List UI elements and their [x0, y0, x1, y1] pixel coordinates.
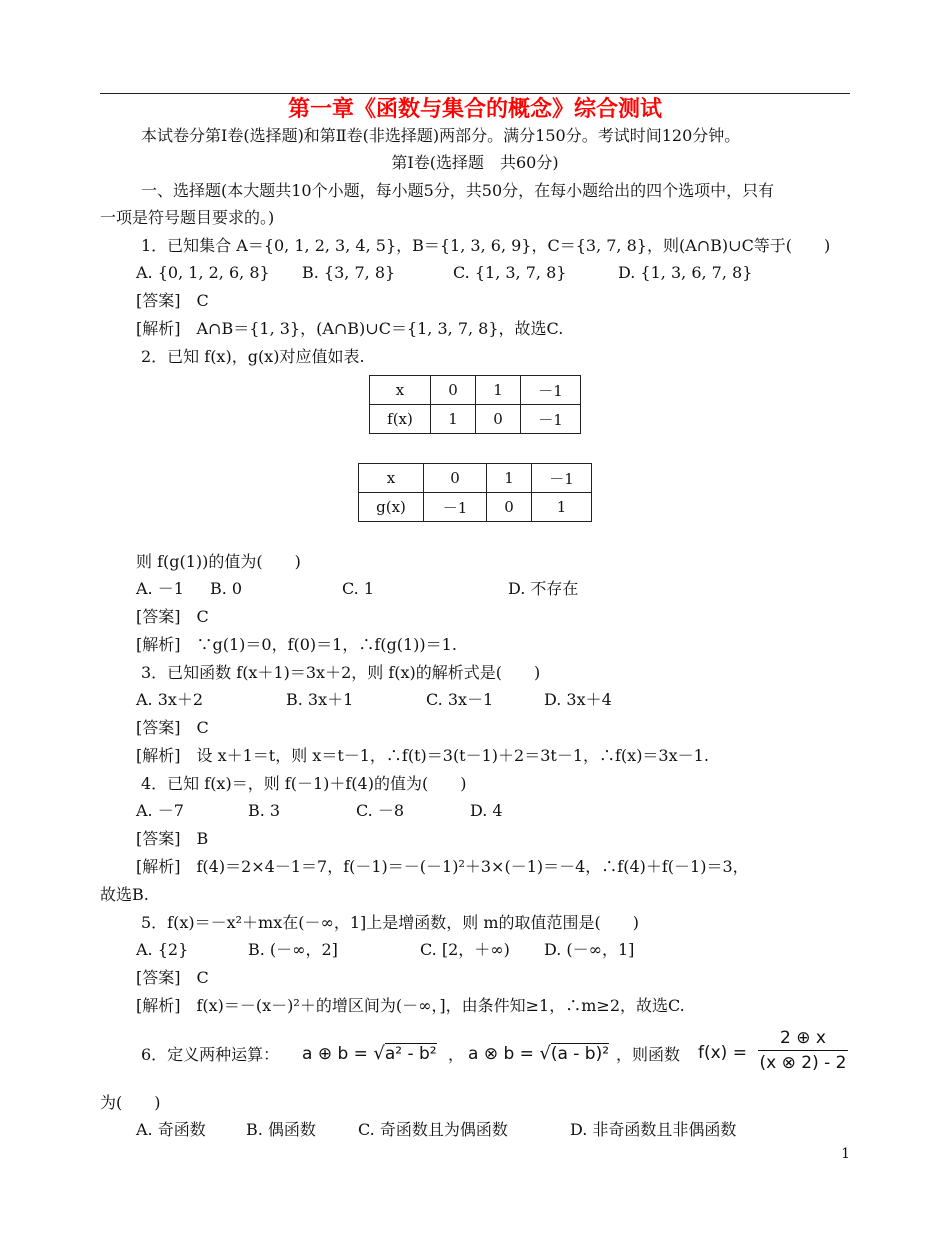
- q4-answer: [答案] B: [136, 829, 209, 848]
- q5-option-b: B. (－∞，2]: [248, 940, 338, 959]
- q1-option-a: A. {0, 1, 2, 6, 8}: [136, 263, 270, 282]
- table-cell: 0: [487, 493, 532, 522]
- table-cell: 0: [424, 464, 487, 493]
- q2-question: 则 f(g(1))的值为( ): [136, 552, 301, 571]
- table-row: [370, 405, 581, 434]
- q2-option-b: B. 0: [210, 579, 243, 598]
- q5-answer: [答案] C: [136, 968, 209, 987]
- q4-option-b: B. 3: [248, 801, 281, 820]
- q3-analysis: [解析] 设 x＋1＝t，则 x＝t－1，∴f(t)＝3(t－1)＋2＝3t－1，∴f(x)＝3x－1.: [136, 746, 709, 765]
- table-g-values: [358, 463, 592, 522]
- section-instructions-cont: 一项是符号题目要求的。): [100, 208, 275, 227]
- part-title: 第Ⅰ卷(选择题 共60分): [391, 153, 559, 172]
- q6-option-d: D. 非奇函数且非偶函数: [570, 1120, 737, 1139]
- table-cell: g(x): [359, 493, 424, 522]
- q4-stem: 4．已知 f(x)＝，则 f(－1)＋f(4)的值为( ): [141, 774, 467, 793]
- section-instructions: 一、选择题(本大题共10个小题，每小题5分，共50分，在每小题给出的四个选项中，只有: [141, 181, 775, 200]
- table-cell: －1: [521, 405, 581, 434]
- q4-option-d: D. 4: [470, 801, 503, 820]
- table-cell: 1: [532, 493, 592, 522]
- q3-option-c: C. 3x－1: [426, 690, 494, 709]
- table-f-values: [369, 375, 581, 434]
- q6-fraction-denominator: (x ⊗ 2) - 2: [759, 1053, 847, 1073]
- q6-op-oplus-lhs: a ⊕ b =: [302, 1044, 368, 1064]
- table-cell: －1: [521, 376, 581, 405]
- q4-option-c: C. －8: [356, 801, 405, 820]
- table-cell: －1: [532, 464, 592, 493]
- q6-fraction: [758, 1028, 848, 1073]
- q1-answer: [答案] C: [136, 291, 209, 310]
- table-cell: f(x): [370, 405, 431, 434]
- table-cell: －1: [424, 493, 487, 522]
- q2-option-d: D. 不存在: [508, 579, 579, 598]
- q3-option-a: A. 3x＋2: [136, 690, 204, 709]
- table-cell: 0: [431, 376, 476, 405]
- q4-analysis: [解析] f(4)＝2×4－1＝7，f(－1)＝－(－1)²＋3×(－1)＝－4，∴f(4)＋f(－1)＝3，: [136, 857, 749, 876]
- q6-fraction-numerator: 2 ⊕ x: [758, 1028, 848, 1051]
- table-cell: x: [359, 464, 424, 493]
- q6-function-lhs: f(x) =: [698, 1043, 747, 1063]
- q5-stem: 5．f(x)＝－x²＋mx在(－∞，1]上是增函数，则 m的取值范围是( ): [141, 913, 639, 932]
- q3-option-b: B. 3x＋1: [286, 690, 354, 709]
- table-cell: 1: [431, 405, 476, 434]
- q6-option-a: A. 奇函数: [136, 1120, 206, 1139]
- q6-stem-end: 为( ): [100, 1093, 161, 1112]
- q1-option-c: C. {1, 3, 7, 8}: [453, 263, 567, 282]
- q3-stem: 3．已知函数 f(x＋1)＝3x＋2，则 f(x)的解析式是( ): [141, 663, 541, 682]
- q6-op-oplus: [302, 1043, 437, 1064]
- page-number: 1: [841, 1146, 850, 1162]
- q6-stem-mid: ，则函数: [616, 1045, 681, 1064]
- table-cell: 1: [476, 376, 521, 405]
- table-cell: 0: [476, 405, 521, 434]
- q2-analysis: [解析] ∵g(1)＝0，f(0)＝1，∴f(g(1))＝1.: [136, 635, 457, 654]
- q6-option-b: B. 偶函数: [246, 1120, 316, 1139]
- table-row: [359, 493, 592, 522]
- q5-option-c: C. [2，＋∞): [420, 940, 510, 959]
- table-row: [370, 376, 581, 405]
- q2-answer: [答案] C: [136, 607, 209, 626]
- document-title: 第一章《函数与集合的概念》综合测试: [287, 97, 662, 122]
- q6-option-c: C. 奇函数且为偶函数: [358, 1120, 508, 1139]
- q3-answer: [答案] C: [136, 718, 209, 737]
- q6-op-otimes-radicand: (a - b)²: [550, 1044, 610, 1064]
- table-cell: 1: [487, 464, 532, 493]
- q3-option-d: D. 3x＋4: [544, 690, 612, 709]
- table-row: [359, 464, 592, 493]
- q6-op-oplus-radicand: a² - b²: [384, 1044, 437, 1064]
- q2-option-a: A. －1: [136, 579, 184, 598]
- q6-stem-prefix: 6．定义两种运算：: [141, 1045, 280, 1064]
- q5-analysis: [解析] f(x)＝－(x－)²＋的增区间为(－∞，]，由条件知≥1，∴m≥2，故选C.: [136, 996, 685, 1015]
- q4-analysis-cont: 故选B.: [100, 885, 149, 904]
- exam-intro: 本试卷分第Ⅰ卷(选择题)和第Ⅱ卷(非选择题)两部分。满分150分。考试时间120分钟。: [141, 126, 741, 145]
- q2-stem: 2．已知 f(x)，g(x)对应值如表.: [141, 347, 365, 366]
- radical-icon: √: [539, 1043, 551, 1064]
- q1-stem: 1．已知集合 A＝{0, 1, 2, 3, 4, 5}，B＝{1, 3, 6, 9}，C＝{3, 7, 8}，则(A∩B)∪C等于( ): [141, 236, 831, 255]
- radical-icon: √: [373, 1043, 385, 1064]
- q4-option-a: A. －7: [136, 801, 184, 820]
- q5-option-d: D. (－∞，1]: [544, 940, 635, 959]
- q6-op-otimes: [468, 1043, 609, 1064]
- q6-op-otimes-lhs: a ⊗ b =: [468, 1044, 534, 1064]
- table-cell: x: [370, 376, 431, 405]
- q1-analysis: [解析] A∩B＝{1, 3}，(A∩B)∪C＝{1, 3, 7, 8}，故选C.: [136, 319, 564, 338]
- header-rule: [100, 93, 850, 94]
- q1-option-b: B. {3, 7, 8}: [302, 263, 396, 282]
- q5-option-a: A. {2}: [136, 940, 189, 959]
- q2-option-c: C. 1: [342, 579, 375, 598]
- q1-option-d: D. {1, 3, 6, 7, 8}: [618, 263, 753, 282]
